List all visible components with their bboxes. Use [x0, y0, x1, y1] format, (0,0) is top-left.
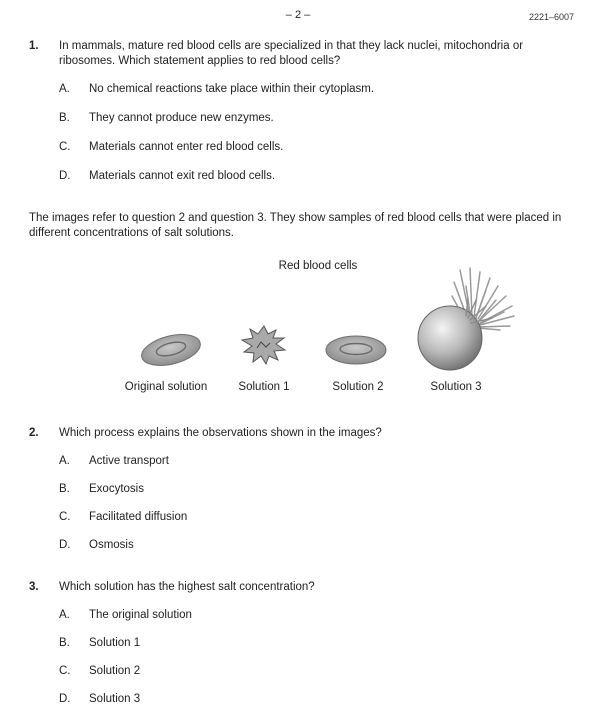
caption-solution-2: Solution 2	[332, 381, 384, 393]
caption-solution-1: Solution 1	[238, 381, 290, 393]
option-letter: C.	[59, 141, 71, 153]
figure-intro-text: The images refer to question 2 and question 3. They show samples of red blood cells that were placed in different concentrations of salt solutions.	[29, 212, 562, 239]
option-letter: D.	[59, 170, 71, 182]
option-text: Solution 2	[89, 665, 141, 677]
caption-solution-3: Solution 3	[430, 381, 482, 393]
option-text: The original solution	[89, 609, 192, 621]
question-2-number: 2.	[29, 427, 39, 439]
lysed-cell-icon	[418, 268, 514, 370]
option-letter: B.	[59, 483, 70, 495]
crenated-cell-icon	[242, 326, 285, 364]
figure-title: Red blood cells	[278, 260, 358, 272]
option-text: They cannot produce new enzymes.	[89, 112, 274, 124]
normal-cell-icon	[326, 336, 386, 364]
option-text: Materials cannot enter red blood cells.	[89, 141, 284, 153]
option-text: Active transport	[89, 455, 169, 467]
option-text: No chemical reactions take place within their cytoplasm.	[89, 83, 375, 95]
option-text: Exocytosis	[89, 483, 144, 495]
red-blood-cells-figure	[0, 262, 596, 380]
option-letter: D.	[59, 693, 71, 705]
option-letter: A.	[59, 83, 70, 95]
option-text: Materials cannot exit red blood cells.	[89, 170, 276, 182]
question-3-number: 3.	[29, 581, 39, 593]
option-letter: B.	[59, 112, 70, 124]
question-1-text: In mammals, mature red blood cells are specialized in that they lack nuclei, mitochondria or ribosomes. Which statement applies to red blood cells?	[59, 40, 524, 67]
option-letter: A.	[59, 455, 70, 467]
page-number: – 2 –	[285, 9, 311, 21]
option-letter: D.	[59, 539, 71, 551]
option-text: Solution 3	[89, 693, 141, 705]
question-2-text: Which process explains the observations shown in the images?	[59, 427, 382, 439]
exam-code: 2221–6007	[528, 12, 574, 22]
option-text: Osmosis	[89, 539, 134, 551]
original-cell-icon	[139, 329, 204, 371]
question-1-number: 1.	[29, 40, 39, 52]
option-letter: A.	[59, 609, 70, 621]
option-text: Solution 1	[89, 637, 141, 649]
caption-original-solution: Original solution	[124, 381, 208, 393]
option-letter: B.	[59, 637, 70, 649]
option-letter: C.	[59, 511, 71, 523]
option-letter: C.	[59, 665, 71, 677]
question-3-text: Which solution has the highest salt concentration?	[59, 581, 315, 593]
option-text: Facilitated diffusion	[89, 511, 188, 523]
